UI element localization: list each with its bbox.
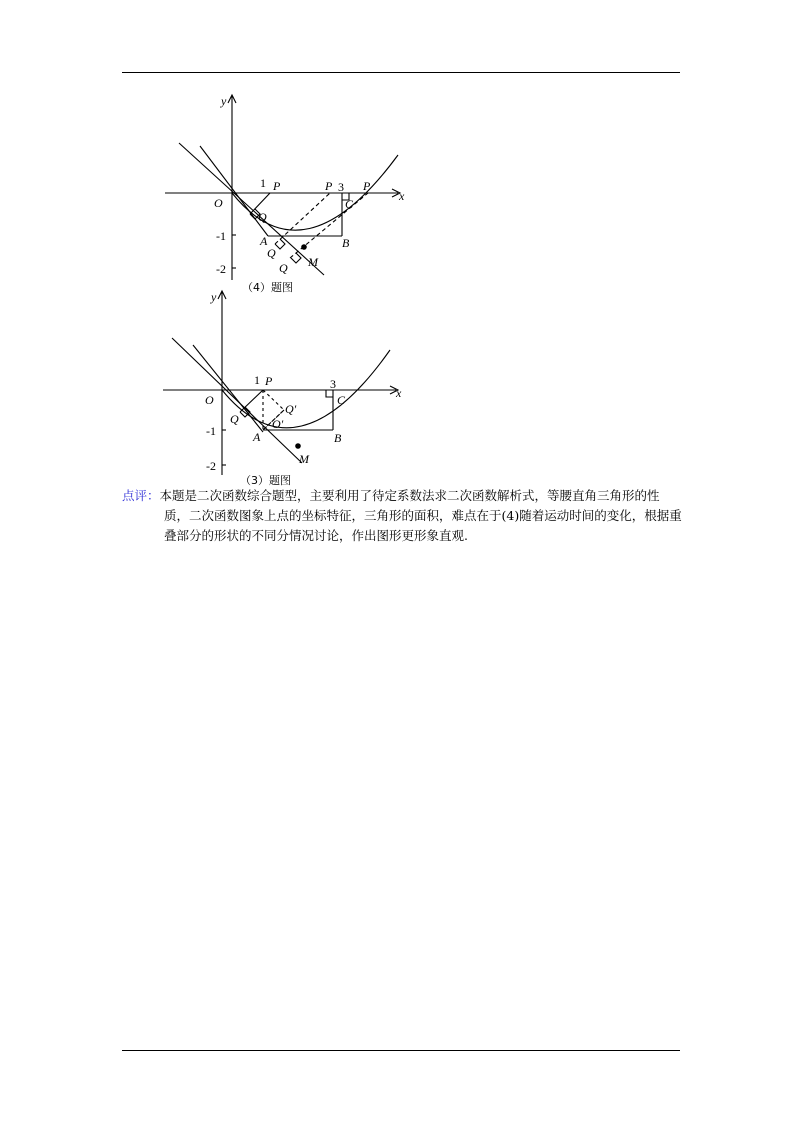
svg-text:A: A [260,234,268,248]
svg-text:-1: -1 [206,424,216,438]
svg-text:y: y [211,290,217,304]
svg-text:Q′: Q′ [285,402,297,416]
svg-text:x: x [399,189,405,203]
figure-3-labels [205,290,402,487]
svg-text:O: O [205,393,214,407]
svg-text:C: C [337,393,346,407]
svg-text:Q: Q [267,246,276,260]
svg-text:P: P [363,179,371,193]
svg-text:P: P [325,179,333,193]
svg-text:B: B [334,431,342,445]
figure-3 [163,291,398,475]
comment-line-2: 质，二次函数图象上点的坐标特征，三角形的面积，难点在于(4)随着运动时间的变化，根据重 [164,508,682,523]
svg-text:P: P [273,179,281,193]
svg-text:O: O [214,196,223,210]
svg-text:Q: Q [258,210,267,224]
svg-text:Q: Q [230,412,239,426]
svg-text:P: P [265,374,273,388]
figure-4-diagram [0,0,800,500]
svg-text:3: 3 [338,180,344,194]
svg-text:-1: -1 [216,229,226,243]
comment-line-3: 叠部分的形状的不同分情况讨论，作出图形更形象直观. [164,528,468,543]
fig3-parabola [222,350,390,428]
svg-text:3: 3 [330,377,336,391]
svg-text:B: B [342,236,350,250]
fig4-line-OM [179,143,324,275]
svg-text:A: A [253,430,261,444]
svg-text:-2: -2 [216,262,226,276]
svg-text:（4）题图: （4）题图 [242,281,293,294]
svg-text:-2: -2 [206,459,216,473]
fig3-line-OA [193,345,263,432]
svg-text:C: C [345,197,354,211]
svg-text:Q: Q [279,261,288,275]
svg-text:（3）题图: （3）题图 [240,474,291,487]
svg-text:y: y [221,94,227,108]
svg-text:x: x [396,386,402,400]
svg-text:M: M [308,255,318,269]
figure-4-labels [214,94,405,294]
footer-rule [122,1050,680,1051]
svg-text:1: 1 [260,176,266,190]
svg-text:M: M [299,452,309,466]
svg-text:O′: O′ [272,417,284,431]
comment-tag: 点评： [122,488,160,503]
svg-text:1: 1 [254,373,260,387]
comment-line-1: 本题是二次函数综合题型，主要利用了待定系数法求二次函数解析式，等腰直角三角形的性 [159,488,660,503]
comment-block [122,486,682,546]
